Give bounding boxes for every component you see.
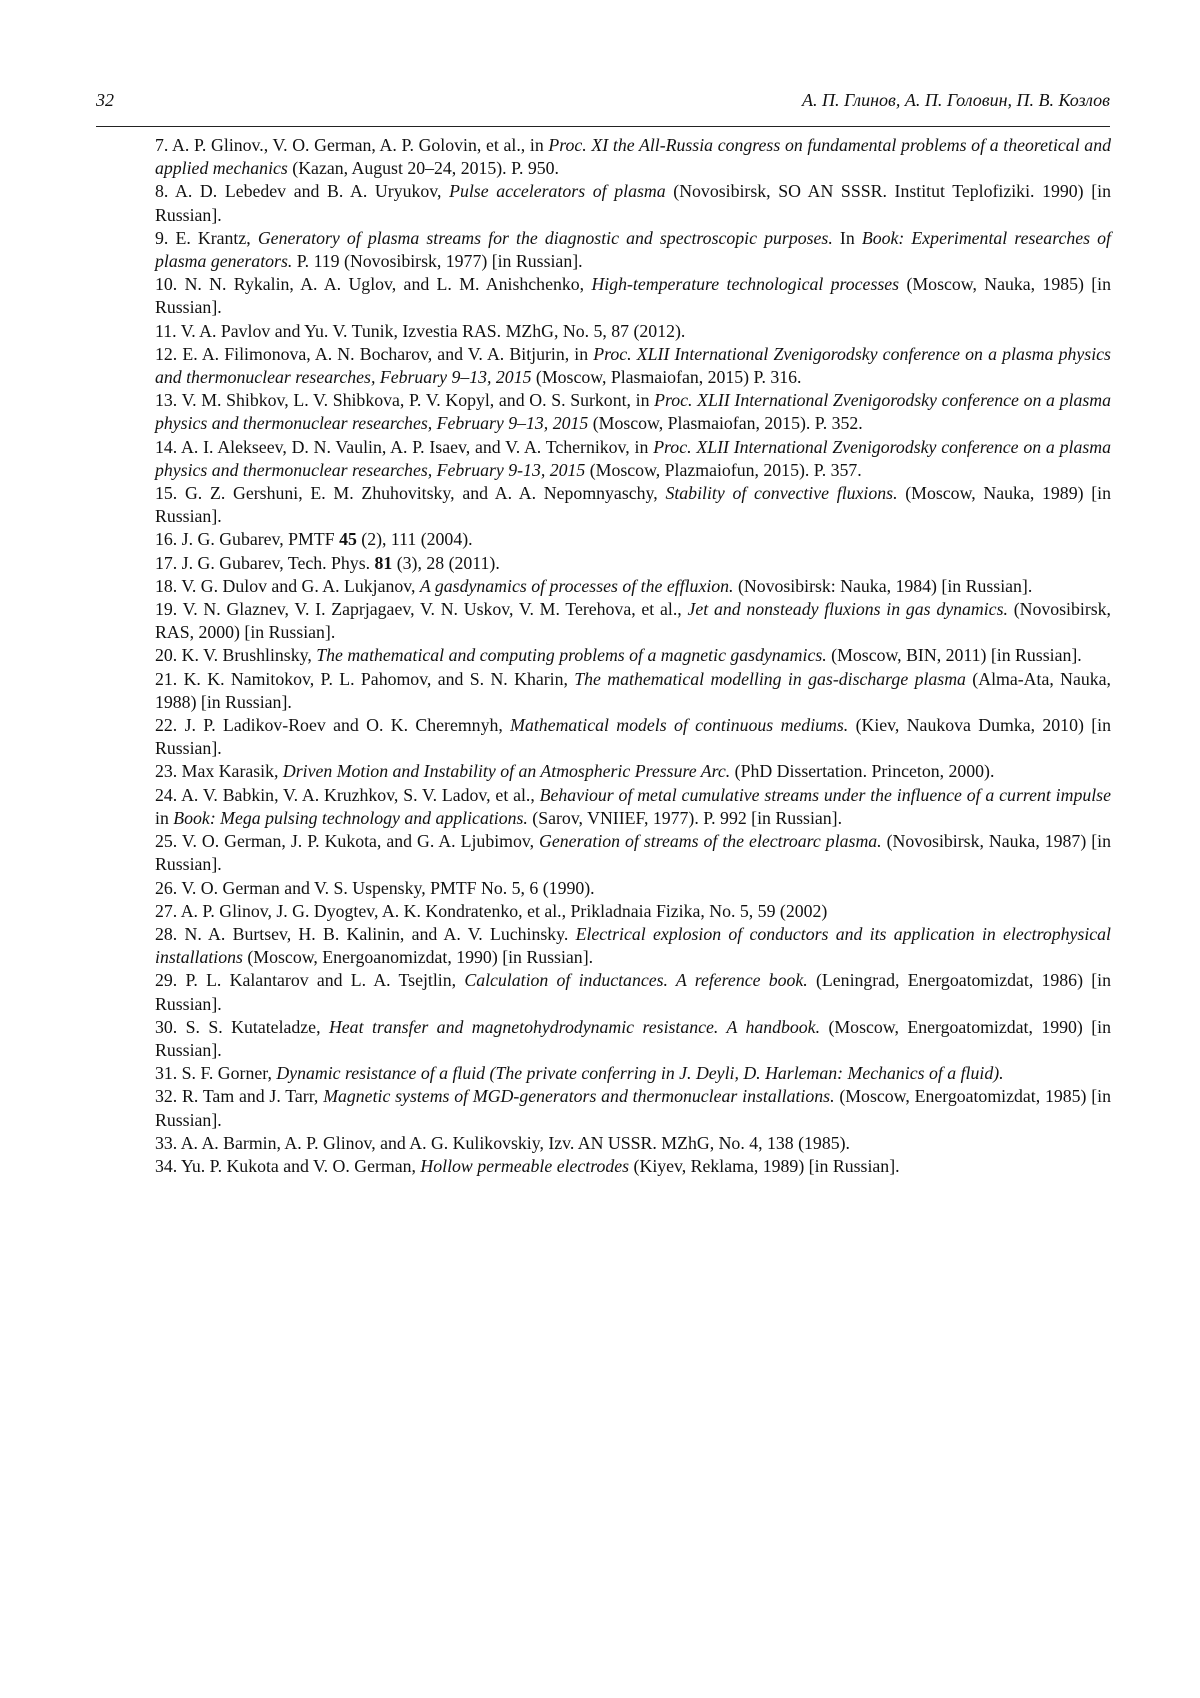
reference-item (155, 598, 1111, 644)
reference-text: (Alma-Ata, Nauka, 1988) [in Russian]. (155, 668, 1111, 712)
reference-text: High-temperature technological processes (591, 274, 900, 295)
reference-item (155, 923, 1111, 969)
reference-text: Heat transfer and magnetohydrodynamic resistance. A handbook. (328, 1016, 821, 1037)
reference-text: Proc. XLII International Zvenigorodsky conference on a plasma physics and thermonuclear researches, February 9–13, 2015 (155, 343, 1111, 388)
reference-text: (Moscow, Nauka, 1989) [in Russian]. (155, 483, 1111, 527)
reference-text: 15. G. Z. Gershuni, E. M. Zhuhovitsky, and A. A. Nepomnyaschy, (155, 483, 666, 504)
reference-text: The mathematical modelling in gas-discharge plasma (574, 668, 966, 689)
reference-text: Book: Experimental researches of plasma generators. (155, 227, 1111, 272)
reference-text: Mathematical models of continuous mediums. (510, 715, 849, 736)
reference-text: Behaviour of metal cumulative streams under the influence of a current impulse (539, 784, 1111, 805)
reference-text: 81 (374, 552, 393, 573)
reference-text: 26. V. O. German and V. S. Uspensky, PMTF No. 5, 6 (1990). (155, 877, 595, 898)
reference-text: 18. V. G. Dulov and G. A. Lukjanov, (155, 575, 420, 596)
reference-text: Driven Motion and Instability of an Atmospheric Pressure Arc. (282, 761, 731, 782)
reference-text: 32. R. Tam and J. Tarr, (155, 1086, 324, 1107)
reference-text: Book: Mega pulsing technology and applications. (173, 807, 528, 828)
reference-text: 24. A. V. Babkin, V. A. Kruzhkov, S. V. Ladov, et al., (155, 784, 540, 805)
reference-text: 22. J. P. Ladikov-Roev and O. K. Cheremnyh, (155, 715, 511, 736)
reference-item (155, 343, 1111, 389)
page-header (96, 90, 1110, 124)
reference-text: (Sarov, VNIIEF, 1977). P. 992 [in Russian]. (527, 807, 843, 828)
reference-text: 28. N. A. Burtsev, H. B. Kalinin, and A. V. Luchinsky. (155, 923, 576, 944)
reference-text: Generation of streams of the electroarc plasma. (539, 831, 882, 852)
reference-text: 25. V. O. German, J. P. Kukota, and G. A. Ljubimov, (155, 831, 540, 852)
reference-text: 31. S. F. Gorner, (155, 1063, 277, 1084)
reference-text: Proc. XLII International Zvenigorodsky conference on a plasma physics and thermonuclear researches, February 9-13, 2015 (155, 436, 1111, 480)
reference-text: 45 (339, 529, 357, 550)
reference-item (155, 1132, 1111, 1155)
reference-text: 11. V. A. Pavlov and Yu. V. Tunik, Izvestia RAS. MZhG, No. 5, 87 (2012). (155, 320, 686, 341)
reference-text: (Moscow, BIN, 2011) [in Russian]. (826, 645, 1082, 666)
reference-text: 17. J. G. Gubarev, Tech. Phys. (155, 552, 375, 573)
reference-text: (Moscow, Energoanomizdat, 1990) [in Russian]. (242, 947, 594, 968)
reference-text: (Moscow, Energoatomizdat, 1985) [in Russian]. (155, 1086, 1111, 1130)
running-head: А. П. Глинов, А. П. Головин, П. В. Козлов (801, 90, 1110, 110)
reference-item (155, 644, 1111, 667)
reference-text: (Moscow, Plasmaiofan, 2015). P. 352. (588, 413, 863, 434)
reference-text: (Moscow, Plazmaiofun, 2015). P. 357. (585, 459, 862, 480)
reference-item (155, 830, 1111, 876)
reference-item (155, 900, 1111, 923)
reference-text: Hollow permeable electrodes (420, 1155, 630, 1176)
reference-text: (Kiev, Naukova Dumka, 2010) [in Russian]. (155, 715, 1111, 759)
reference-item (155, 528, 1111, 551)
reference-text: (Novosibirsk, RAS, 2000) [in Russian]. (155, 599, 1111, 643)
reference-text: 7. A. P. Glinov., V. O. German, A. P. Golovin, et al., in (155, 135, 549, 155)
reference-text: Dynamic resistance of a fluid (The private conferring in J. Deyli, D. Harleman: Mechanics of a fluid). (276, 1063, 1004, 1084)
reference-text: Calculation of inductances. A reference book. (464, 970, 808, 991)
reference-text: 16. J. G. Gubarev, PMTF (155, 529, 340, 550)
reference-item (155, 180, 1111, 226)
reference-text: P. 119 (Novosibirsk, 1977) [in Russian]. (292, 251, 583, 272)
reference-text: 29. P. L. Kalantarov and L. A. Tsejtlin, (155, 970, 465, 991)
page-number: 32 (96, 90, 114, 110)
reference-text: (Novosibirsk, SO AN SSSR. Institut Teplofiziki. 1990) [in Russian]. (155, 181, 1111, 225)
reference-text: (Novosibirsk: Nauka, 1984) [in Russian]. (733, 575, 1033, 596)
reference-item (155, 877, 1111, 900)
reference-text: In (832, 227, 862, 248)
header-rule (96, 126, 1110, 127)
reference-text: (Moscow, Energoatomizdat, 1990) [in Russian]. (155, 1016, 1111, 1060)
reference-text: Proc. XI the All-Russia congress on fundamental problems of a theoretical and applied mechanics (155, 135, 1111, 179)
reference-item (155, 760, 1111, 783)
reference-text: Jet and nonsteady fluxions in gas dynamics. (687, 599, 1008, 620)
reference-item (155, 1155, 1111, 1178)
reference-text: 27. A. P. Glinov, J. G. Dyogtev, A. K. Kondratenko, et al., Prikladnaia Fizika, No. 5, 59 (2002) (155, 900, 828, 921)
reference-item (155, 1016, 1111, 1062)
reference-text: A gasdynamics of processes of the effluxion. (419, 575, 734, 596)
reference-item (155, 668, 1111, 714)
reference-item (155, 969, 1111, 1015)
reference-text: 21. K. K. Namitokov, P. L. Pahomov, and S. N. Kharin, (155, 668, 575, 689)
reference-item (155, 784, 1111, 830)
reference-text: (Moscow, Plasmaiofan, 2015) P. 316. (531, 367, 802, 388)
reference-text: in (155, 807, 174, 828)
reference-text: 33. A. A. Barmin, A. P. Glinov, and A. G. Kulikovskiy, Izv. AN USSR. MZhG, No. 4, 138 (1985). (155, 1132, 850, 1153)
reference-item (155, 1085, 1111, 1131)
reference-text: (Novosibirsk, Nauka, 1987) [in Russian]. (155, 831, 1111, 875)
reference-text: Stability of convective fluxions. (665, 483, 898, 504)
reference-item (155, 273, 1111, 319)
reference-text: 10. N. N. Rykalin, A. A. Uglov, and L. M. Anishchenko, (155, 274, 592, 295)
reference-text: 13. V. M. Shibkov, L. V. Shibkova, P. V. Kopyl, and O. S. Surkont, in (155, 390, 655, 411)
reference-item (155, 227, 1111, 273)
reference-item (155, 482, 1111, 528)
reference-list (155, 134, 1111, 1178)
reference-text: (Kiyev, Reklama, 1989) [in Russian]. (629, 1155, 900, 1176)
reference-text: 8. A. D. Lebedev and B. A. Uryukov, (155, 181, 450, 202)
reference-text: Proc. XLII International Zvenigorodsky conference on a plasma physics and thermonuclear researches, February 9–13, 2015 (155, 390, 1111, 434)
reference-text: 23. Max Karasik, (155, 761, 283, 782)
reference-text: Generatory of plasma streams for the diagnostic and spectroscopic purposes. (257, 227, 833, 248)
reference-text: (Leningrad, Energoatomizdat, 1986) [in Russian]. (155, 970, 1111, 1014)
reference-text: (PhD Dissertation. Princeton, 2000). (730, 761, 995, 782)
reference-text: (Moscow, Nauka, 1985) [in Russian]. (155, 274, 1112, 318)
reference-text: 9. E. Krantz, (155, 227, 258, 248)
reference-item (155, 389, 1111, 435)
reference-text: 14. A. I. Alekseev, D. N. Vaulin, A. P. Isaev, and V. A. Tchernikov, in (155, 436, 654, 457)
reference-text: The mathematical and computing problems of a magnetic gasdynamics. (316, 645, 827, 666)
reference-item (155, 1062, 1111, 1085)
reference-text: Magnetic systems of MGD-generators and thermonuclear installations. (323, 1086, 835, 1107)
reference-item (155, 575, 1111, 598)
reference-item (155, 714, 1111, 760)
reference-text: (Kazan, August 20–24, 2015). P. 950. (287, 158, 559, 179)
reference-text: 19. V. N. Glaznev, V. I. Zaprjagaev, V. N. Uskov, V. M. Terehova, et al., (155, 599, 688, 620)
reference-item (155, 320, 1111, 343)
reference-text: Electrical explosion of conductors and its application in electrophysical installations (155, 923, 1111, 968)
reference-text: 12. E. A. Filimonova, A. N. Bocharov, and V. A. Bitjurin, in (155, 343, 594, 364)
reference-item (155, 134, 1111, 180)
reference-item (155, 436, 1111, 482)
reference-text: (2), 111 (2004). (356, 529, 473, 550)
reference-text: (3), 28 (2011). (392, 552, 500, 573)
reference-text: 34. Yu. P. Kukota and V. O. German, (155, 1155, 421, 1176)
reference-text: Pulse accelerators of plasma (449, 181, 666, 202)
reference-item (155, 552, 1111, 575)
reference-text: 30. S. S. Kutateladze, (155, 1016, 329, 1037)
reference-text: 20. K. V. Brushlinsky, (155, 645, 317, 666)
